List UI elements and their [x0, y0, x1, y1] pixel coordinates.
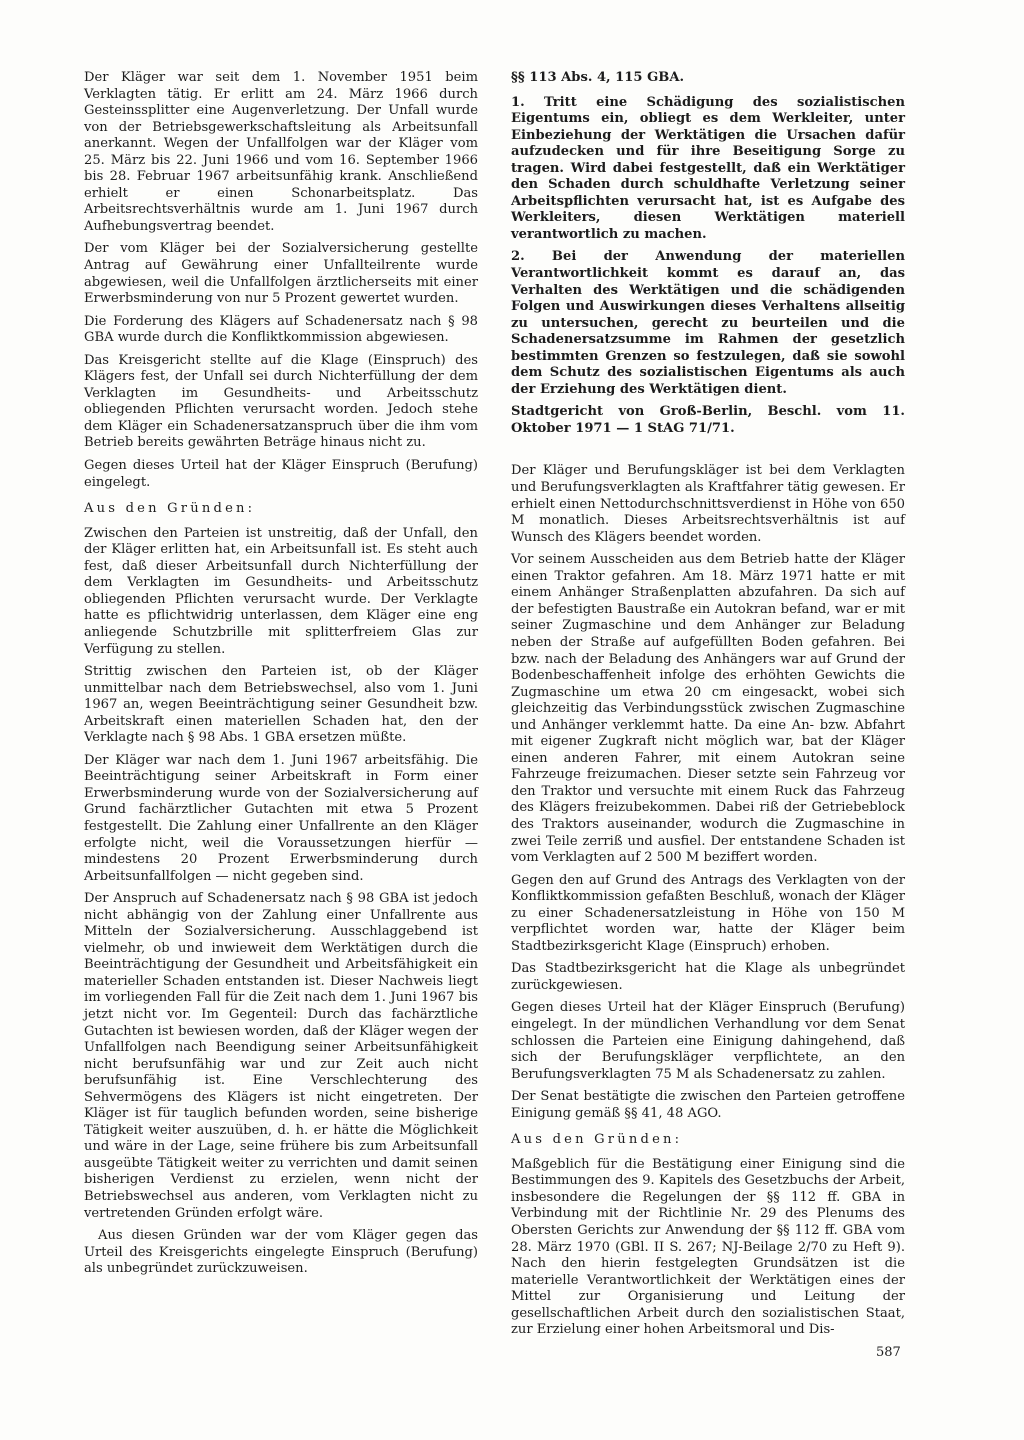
- paragraph: Der Anspruch auf Schadenersatz nach § 98 GBA ist jedoch nicht abhängig von der Zahlung einer Unfallrente aus Mitteln der Sozialversicherung. Ausschlaggebend ist vielmehr, ob und inwieweit dem Werktätigen durch die Beeinträchtigung der Gesundheit und Arbeitsfähigkeit ein materieller Schaden entstanden ist. Dieser Nachweis liegt im vorliegenden Fall für die Zeit nach dem 1. Juni 1967 bis jetzt nicht vor. Im Gegenteil: Durch das fachärztliche Gutachten ist bewiesen worden, daß der Kläger wegen der Unfallfolgen nach Beendigung seiner Arbeitsunfähigkeit nicht berufsunfähig war und zur Zeit auch nicht berufsunfähig ist. Eine Verschlechterung des Sehvermögens des Klägers ist nicht eingetreten. Der Kläger ist für tauglich befunden worden, seine bisherige Tätigkeit weiter auszuüben, d. h. er hätte die Möglichkeit und wäre in der Lage, seine frühere bis zum Arbeitsunfall ausgeübte Tätigkeit weiter zu verrichten und damit seinen bisherigen Verdienst zu erzielen, wenn nicht der Betriebswechsel aus anderen, vom Verklagten nicht zu vertretenden Gründen erfolgt wäre.: [84, 891, 478, 1221]
- headnote: 2. Bei der Anwendung der materiellen Verantwortlichkeit kommt es darauf an, das Verhalten des Werktätigen und die schädigenden Folgen und Auswirkungen dieses Verhaltens allseitig zu untersuchen, gerecht zu beurteilen und die Schadenersatzsumme im Rahmen der gesetzlich bestimmten Grenzen so festzulegen, daß sie sowohl dem Schutz des sozialistischen Eigentums als auch der Erziehung des Werktätigen dient.: [511, 249, 905, 397]
- paragraph: Der vom Kläger bei der Sozialversicherung gestellte Antrag auf Gewährung einer Unfallteilrente wurde abgewiesen, weil die Unfallfolgen ärztlicherseits mit einer Erwerbsminderung von nur 5 Prozent gewertet wurden.: [84, 241, 478, 307]
- statute-reference: §§ 113 Abs. 4, 115 GBA.: [511, 70, 685, 85]
- paragraph: Der Kläger war seit dem 1. November 1951 beim Verklagten tätig. Er erlitt am 24. März 1966 durch Gesteinssplitter eine Augenverletzung. Der Unfall wurde von der Betriebsgewerkschaftsleitung als Arbeitsunfall anerkannt. Wegen der Unfallfolgen war der Kläger vom 25. März bis 22. Juni 1966 und vom 16. September 1966 bis 28. Februar 1967 arbeitsunfähig krank. Anschließend erhielt er einen Schonarbeitsplatz. Das Arbeitsrechtsverhältnis wurde am 1. Juni 1967 durch Aufhebungsvertrag beendet.: [84, 70, 478, 234]
- paragraph: Gegen dieses Urteil hat der Kläger Einspruch (Berufung) eingelegt.: [84, 458, 478, 490]
- paragraph: Die Forderung des Klägers auf Schadenersatz nach § 98 GBA wurde durch die Konfliktkommission abgewiesen.: [84, 313, 478, 346]
- section-gap: [511, 443, 905, 463]
- paragraph: Gegen den auf Grund des Antrags des Verklagten von der Konfliktkommission gefaßten Beschluß, wonach der Kläger zu einer Schadenersatzleistung in Höhe von 150 M verpflichtet worden war, hatte der Kläger beim Stadtbezirksgericht Klage (Einspruch) erhoben.: [511, 872, 905, 954]
- paragraph: Der Kläger und Berufungskläger ist bei dem Verklagten und Berufungsverklagten als Kraftfahrer tätig gewesen. Er erhielt einen Nettodurchschnittsverdienst in Höhe von 650 M monatlich. Dieses Arbeitsrechtsverhältnis ist auf Wunsch des Klägers beendet worden.: [511, 463, 905, 545]
- paragraph: Das Kreisgericht stellte auf die Klage (Einspruch) des Klägers fest, der Unfall sei durch Nichterfüllung der dem Verklagten im Gesundheits- und Arbeitsschutz obliegenden Pflichten verursacht worden. Jedoch stehe dem Kläger ein Schadenersatzanspruch über die ihm vom Betrieb bereits gewährten Beträge hinaus nicht zu.: [84, 352, 478, 451]
- paragraph: Zwischen den Parteien ist unstreitig, daß der Unfall, den der Kläger erlitten hat, ein Arbeitsunfall ist. Es steht auch fest, daß dieser Arbeitsunfall durch Nichterfüllung der dem Verklagten im Gesundheits- und Arbeitsschutz obliegenden Pflichten verursacht wurde. Der Verklagte hatte es pflichtwidrig unterlassen, dem Kläger eine eng anliegende Schutzbrille mit splitterfreiem Glas zur Verfügung zu stellen.: [84, 525, 478, 657]
- court-citation: Stadtgericht von Groß-Berlin, Beschl. vom 11. Oktober 1971 — 1 StAG 71/71.: [511, 404, 905, 436]
- page-number: 587: [876, 1345, 901, 1360]
- paragraph: Vor seinem Ausscheiden aus dem Betrieb hatte der Kläger einen Traktor gefahren. Am 18. März 1971 hatte er mit einem Anhänger Straßenplatten abzufahren. Da sich auf der befestigten Baustraße ein Autokran befand, war er mit seiner Zugmaschine und dem Anhänger zur Beladung neben der Straße auf aufgefüllten Boden gefahren. Bei bzw. nach der Beladung des Anhängers war auf Grund der Bodenbeschaffenheit infolge des erhöhten Gewichts die Zugmaschine um etwa 20 cm eingesackt, wobei sich gleichzeitig das Verbindungsstück zwischen Zugmaschine und Anhänger verklemmt hatte. Da eine An- bzw. Abfahrt mit eigener Zugkraft nicht möglich war, bat der Kläger einen anderen Fahrer, mit einem Autokran seine Fahrzeuge freizumachen. Dieser setzte sein Fahrzeug vor den Traktor und versuchte mit einem Ruck das Fahrzeug des Klägers freizubekommen. Dabei riß der Getriebeblock des Traktors auseinander, wodurch die Zugmaschine in zwei Teile zerriß und ausfiel. Der entstandene Schaden ist vom Verklagten auf 2 500 M beziffert worden.: [511, 552, 905, 866]
- right-column: [511, 70, 905, 1345]
- headnote: 1. Tritt eine Schädigung des sozialistischen Eigentums ein, obliegt es dem Werkleiter, unter Einbeziehung der Werktätigen die Ursachen dafür aufzudecken und für ihre Beseitigung Sorge zu tragen. Wird dabei festgestellt, daß ein Werktätiger den Schaden durch schuldhafte Verletzung seiner Arbeitspflichten verursacht hat, ist es Aufgabe des Werkleiters, diesen Werktätigen materiell verantwortlich zu machen.: [511, 94, 905, 242]
- paragraph: Das Stadtbezirksgericht hat die Klage als unbegründet zurückgewiesen.: [511, 961, 905, 993]
- paragraph: Der Kläger war nach dem 1. Juni 1967 arbeitsfähig. Die Beeinträchtigung seiner Arbeitskraft in Form einer Erwerbsminderung wurde von der Sozialversicherung auf Grund fachärztlicher Gutachten mit etwa 5 Prozent festgestellt. Die Zahlung einer Unfallrente an den Kläger erfolgte nicht, weil die Voraussetzungen hierfür — mindestens 20 Prozent Erwerbsminderung durch Arbeitsunfallfolgen — nicht gegeben sind.: [84, 752, 478, 884]
- paragraph: Der Senat bestätigte die zwischen den Parteien getroffene Einigung gemäß §§ 41, 48 AGO.: [511, 1089, 905, 1121]
- section-heading: Aus den Gründen:: [84, 501, 256, 517]
- section-heading: Aus den Gründen:: [511, 1132, 683, 1148]
- paragraph: Strittig zwischen den Parteien ist, ob der Kläger unmittelbar nach dem Betriebswechsel, also vom 1. Juni 1967 an, wegen Beeinträchtigung seiner Gesundheit bzw. Arbeitskraft einen materiellen Schaden hat, den der Verklagte nach § 98 Abs. 1 GBA ersetzen müßte.: [84, 664, 478, 746]
- left-column: [84, 70, 478, 1284]
- paragraph: Aus diesen Gründen war der vom Kläger gegen das Urteil des Kreisgerichts eingelegte Einspruch (Berufung) als unbegründet zurückzuweisen.: [84, 1228, 478, 1277]
- paragraph: Maßgeblich für die Bestätigung einer Einigung sind die Bestimmungen des 9. Kapitels des Gesetzbuchs der Arbeit, insbesondere die Regelungen der §§ 112 ff. GBA in Verbindung mit der Richtlinie Nr. 29 des Plenums des Obersten Gerichts zur Anwendung der §§ 112 ff. GBA vom 28. März 1970 (GBl. II S. 267; NJ-Beilage 2/70 zu Heft 9). Nach den hierin festgelegten Grundsätzen ist die materielle Verantwortlichkeit der Werktätigen eines der Mittel zur Organisierung und Leitung der gesellschaftlichen Arbeit durch den sozialistischen Staat, zur Erzielung einer hohen Arbeitsmoral und Dis-: [511, 1156, 905, 1338]
- paragraph: Gegen dieses Urteil hat der Kläger Einspruch (Berufung) eingelegt. In der mündlichen Verhandlung vor dem Senat schlossen die Parteien eine Einigung dahingehend, daß sich der Berufungskläger verpflichtete, an den Berufungsverklagten 75 M als Schadenersatz zu zahlen.: [511, 1000, 905, 1082]
